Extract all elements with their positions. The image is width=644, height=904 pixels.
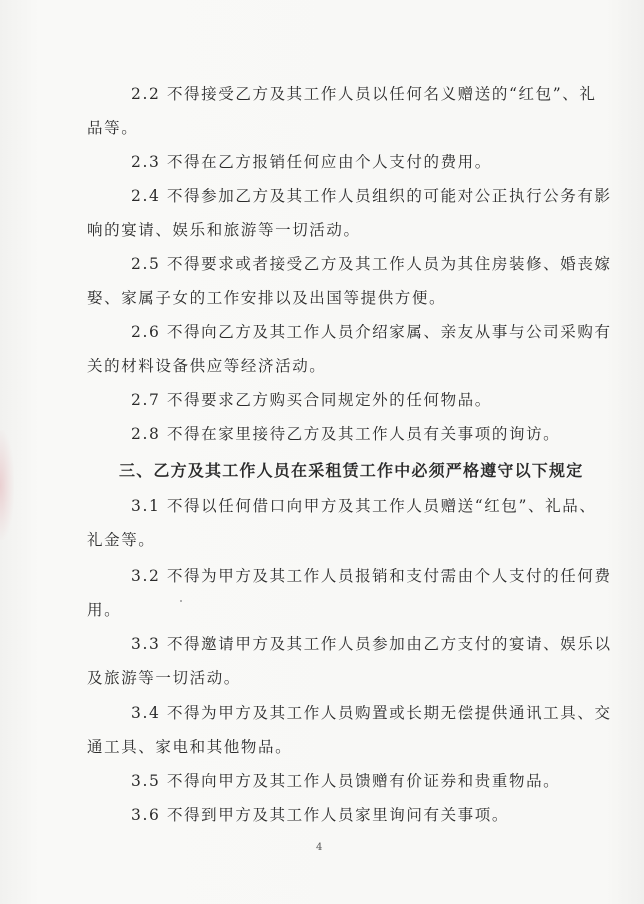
clause-2-4-line-2: 响的宴请、娱乐和旅游等一切活动。 <box>87 221 361 239</box>
clause-3-5: 3.5 不得向甲方及其工作人员馈赠有价证券和贵重物品。 <box>131 772 561 790</box>
clause-3-4-line-1: 3.4 不得为甲方及其工作人员购置或长期无偿提供通讯工具、交 <box>131 704 612 722</box>
clause-3-4-line-2: 通工具、家电和其他物品。 <box>87 738 293 756</box>
clause-3-3-line-2: 及旅游等一切活动。 <box>87 669 241 687</box>
scan-speck <box>180 600 182 602</box>
clause-2-2-line-2: 品等。 <box>87 119 139 137</box>
clause-2-6-line-1: 2.6 不得向乙方及其工作人员介绍家属、亲友从事与公司采购有 <box>131 323 612 341</box>
clause-2-7: 2.7 不得要求乙方购买合同规定外的任何物品。 <box>131 391 492 409</box>
seal-stamp-edge <box>0 430 14 540</box>
clause-2-5-line-2: 娶、家属子女的工作安排以及出国等提供方便。 <box>87 289 447 307</box>
clause-3-1-line-2: 礼金等。 <box>87 531 156 549</box>
section-3-heading: 三、乙方及其工作人员在采租赁工作中必须严格遵守以下规定 <box>119 461 584 480</box>
clause-2-3: 2.3 不得在乙方报销任何应由个人支付的费用。 <box>131 153 492 171</box>
clause-2-4-line-1: 2.4 不得参加乙方及其工作人员组织的可能对公正执行公务有影 <box>131 187 612 205</box>
clause-3-6: 3.6 不得到甲方及其工作人员家里询问有关事项。 <box>131 806 509 824</box>
clause-2-2-line-1: 2.2 不得接受乙方及其工作人员以任何名义赠送的“红包”、礼 <box>131 85 597 103</box>
clause-3-1-line-1: 3.1 不得以任何借口向甲方及其工作人员赠送“红包”、礼品、 <box>131 497 597 515</box>
clause-3-3-line-1: 3.3 不得邀请甲方及其工作人员参加由乙方支付的宴请、娱乐以 <box>131 635 612 653</box>
clause-2-6-line-2: 关的材料设备供应等经济活动。 <box>87 357 327 375</box>
clause-2-5-line-1: 2.5 不得要求或者接受乙方及其工作人员为其住房装修、婚丧嫁 <box>131 255 612 273</box>
clause-3-2-line-2: 用。 <box>87 601 122 619</box>
page-number: 4 <box>316 842 323 853</box>
clause-3-2-line-1: 3.2 不得为甲方及其工作人员报销和支付需由个人支付的任何费 <box>131 567 612 585</box>
clause-2-8: 2.8 不得在家里接待乙方及其工作人员有关事项的询访。 <box>131 425 561 443</box>
